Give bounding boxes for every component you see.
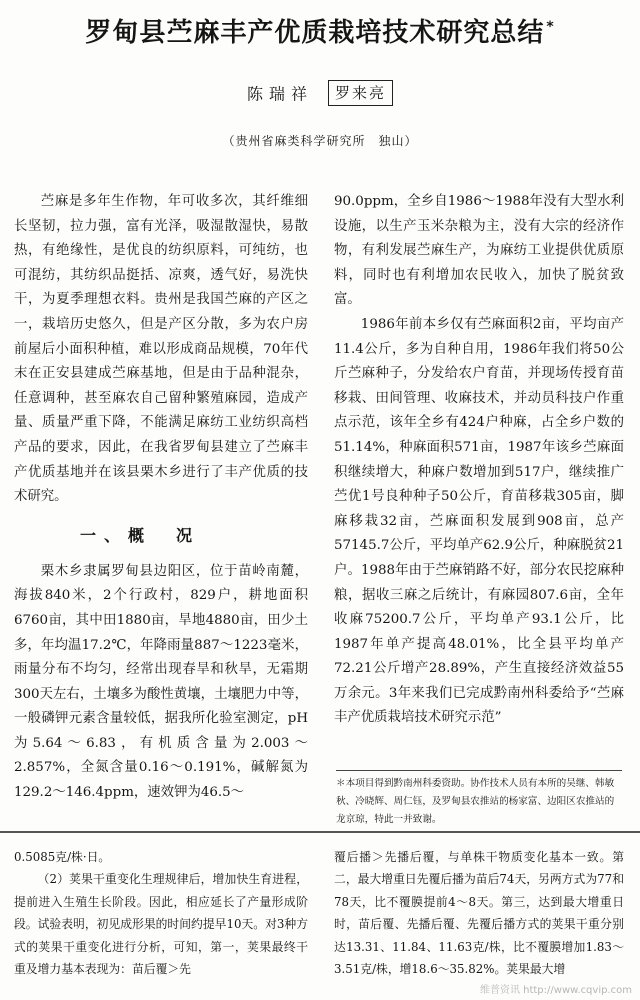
- left-column: [14, 190, 308, 806]
- author-row: [0, 80, 640, 106]
- lower-left-line-0: 0.5085克/株·日。: [14, 850, 111, 864]
- continued-paragraph: 90.0ppm，全乡自1986～1988年没有大型水利设施，以生产玉米杂粮为主，没有大宗的经济作物，有利发展苎麻生产，为麻纺工业提供优质原料，同时也有利增加农民收入，加快了脱贫致富。: [334, 194, 624, 308]
- title-footnote-mark: *: [546, 19, 555, 36]
- lower-left-column: [14, 846, 308, 980]
- right-column: [334, 190, 624, 731]
- footnote: [336, 770, 622, 829]
- overview-paragraph: 栗木乡隶属罗甸县边阳区，位于苗岭南麓，海拔840米，2个行政村，829户，耕地面积6760亩，其中田1880亩，旱地4880亩，田少土多，年均温17.2℃，年降雨量887～1223毫米，雨量分布不均匀，经常出现春旱和秋旱，无霜期300天左右，土壤多为酸性黄壤，土壤肥力中等，一般磷钾元素含量较低，据我所化验室测定，pH为5.64～6.83，有机质含量为2.003～2.857%，全氮含量0.16～0.191%，碱解氮为129.2～146.4ppm，速效钾为46.5～: [14, 563, 308, 801]
- page-divider: [0, 831, 640, 833]
- footnote-text: ＊本项目得到黔南州科委资助。协作技术人员有本所的吴继、韩敏秋、冷晓辉、周仁钰，及罗甸县农推站的杨家富、边阳区农推站的龙京琼，特此一并致谢。: [336, 778, 615, 825]
- history-paragraph: 1986年前本乡仅有苎麻面积2亩，平均亩产11.4公斤，多为自种自用，1986年我们将50公斤苎麻种子，分发给农户育苗，并现场传授育苗移栽、田间管理、收麻技术，并动员科技户作重点示范，该年全乡有424户种麻，占全乡户数的51.14%，种麻面积571亩，1987年该乡苎麻面积继续增大，种麻户数增加到517户，继续推广苎优1号良种种子50公斤，育苗移栽305亩，脚麻移栽32亩，苎麻面积发展到908亩，总产57145.7公斤，平均单产62.9公斤，种麻脱贫21户。1988年由于苎麻销路不好，部分农民挖麻种粮，据收三麻之后统计，有麻园807.6亩，全年收麻75200.7公斤，平均单产93.1公斤，比1987年单产提高48.01%，比全县平均单产72.21公斤增产28.89%，产生直接经济效益55万余元。3年来我们已完成黔南州科委给予“苎麻丰产优质栽培技术研究示范”: [334, 316, 624, 726]
- section-heading: 一、概 况: [80, 525, 201, 545]
- article-title: [0, 12, 640, 49]
- intro-paragraph: 苎麻是多年生作物，年可收多次，其纤维细长坚韧，拉力强，富有光泽，吸湿散湿快，易散热，有绝缘性，是优良的纺织原料，可纯纺，也可混纺，其纺织品挺括、凉爽，透气好，易洗快干，为夏季理想衣料。贵州是我国苎麻的产区之一，栽培历史悠久，但是产区分散，多为农户房前屋后小面积种植，难以形成商品规模，70年代末在正安县建成苎麻基地，但是由于品种混杂，任意调种，甚至麻农自己留种繁殖麻园，造成产量、质量严重下降，不能满足麻纺工业纺织高档产品的要求，因此，在我省罗甸县建立了苎麻丰产优质基地并在该县栗木乡进行了丰产优质的技术研究。: [14, 194, 308, 505]
- lower-right-paragraph: 覆后播＞先播后覆，与单株干物质变化基本一致。第二，最大增重日先覆后播为苗后74天，另两方式为77和78天，比不覆膜提前4～8天。第三，达到最大增重日时，苗后覆、先播后覆、先覆后播方式的荚果干重分别达13.31、11.84、11.63克/株，比不覆膜增加1.83～3.51克/株，增18.6～35.82%。荚果最大增: [334, 850, 624, 977]
- lower-left-paragraph-1: （2）荚果干重变化生理规律后，增加快生育进程，提前进入生殖生长阶段。因此，相应延长了产量形成阶段。试验表明，初见成形果的时间约提早10天。对3种方式的荚果干重变化进行分析，可知，第一，荚果最终干重及增力基本表现为：苗后覆＞先: [14, 872, 308, 977]
- author-name: 陈瑞祥: [246, 84, 313, 104]
- title-text: 罗甸县苎麻丰产优质栽培技术研究总结: [85, 18, 545, 48]
- name-stamp: 罗来亮: [328, 80, 393, 106]
- affiliation: （贵州省麻类科学研究所 独山）: [222, 134, 418, 148]
- watermark: 维普资讯 http://www.cqvip.com: [479, 985, 632, 996]
- lower-right-column: [334, 846, 624, 980]
